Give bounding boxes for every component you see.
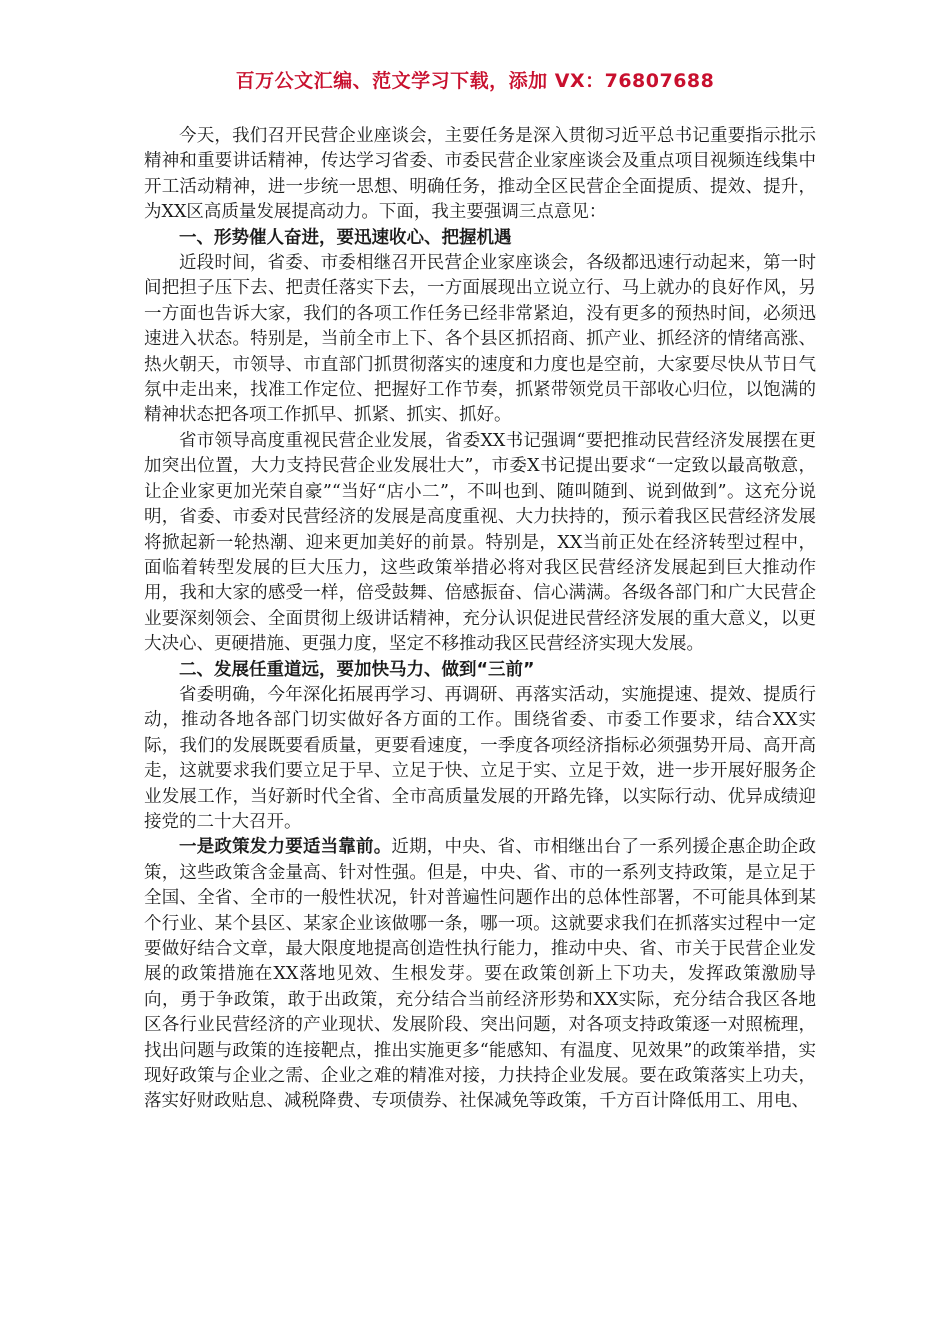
paragraph-4-text: 近期，中央、省、市相继出台了一系列援企惠企助企政策，这些政策含金量高、针对性强。但是，中央、省、市的一系列支持政策，是立足于全国、全省、全市的一般性状况，针对普遍性问题作出的总体性部署，不可能具体到某个行业、某个县区、某家企业该做哪一条，哪一项。这就要求我们在抓落实过程中一定要做好结合文章，最大限度地提高创造性执行能力，推动中央、省、市关于民营企业发展的政策措施在XX落地见效、生根发芽。要在政策创新上下功夫，发挥政策激励导向，勇于争政策，敢于出政策，充分结合当前经济形势和XX实际，充分结合我区各地区各行业民营经济的产业现状、发展阶段、突出问题，对各项支持政策逐一对照梳理，找出问题与政策的连接靶点，推出实施更多“能感知、有温度、见效果”的政策举措，实现好政策与企业之需、企业之难的精准对接，力扶持企业发展。要在政策落实上功夫，落实好财政贴息、减税降费、专项债券、社保减免等政策，千方百计降低用工、用电、	[144, 837, 817, 1112]
paragraph-1: 近段时间，省委、市委相继召开民营企业家座谈会，各级都迅速行动起来，第一时间把担子压下去、把责任落实下去，一方面展现出立说立行、马上就办的良好作风，另一方面也告诉大家，我们的各项工作任务已经非常紧迫，没有更多的预热时间，必须迅速进入状态。特别是，当前全市上下、各个县区抓招商、抓产业、抓经济的情绪高涨、热火朝天，市领导、市直部门抓贯彻落实的速度和力度也是空前，大家要尽快从节日气氛中走出来，找准工作定位、把握好工作节奏，抓紧带领党员干部收心归位，以饱满的精神状态把各项工作抓早、抓紧、抓实、抓好。	[144, 253, 816, 426]
paragraph-4	[144, 835, 816, 1114]
intro-paragraph: 今天，我们召开民营企业座谈会，主要任务是深入贯彻习近平总书记重要指示批示精神和重要讲话精神，传达学习省委、市委民营企业家座谈会及重点项目视频连线集中开工活动精神，进一步统一思想、明确任务，推动全区民营企全面提质、提效、提升，为XX区高质量发展提高动力。下面，我主要强调三点意见：	[144, 126, 816, 223]
paragraph-2: 省市领导高度重视民营企业发展，省委XX书记强调“要把推动民营经济发展摆在更加突出位置，大力支持民营企业发展壮大”，市委X书记提出要求“一定致以最高敬意，让企业家更加光荣自豪”“当好“店小二”，不叫也到、随叫随到、说到做到”。这充分说明，省委、市委对民营经济的发展是高度重视、大力扶持的，预示着我区民营经济发展将掀起新一轮热潮、迎来更加美好的前景。特别是，XX当前正处在经济转型过程中，面临着转型发展的巨大压力，这些政策举措必将对我区民营经济发展起到巨大推动作用，我和大家的感受一样，倍受鼓舞、倍感振奋、信心满满。各级各部门和广大民营企业要深刻领会、全面贯彻上级讲话精神，充分认识促进民营经济发展的重大意义，以更大决心、更硬措施、更强力度，坚定不移推动我区民营经济实现大发展。	[144, 430, 816, 655]
document-body	[144, 124, 816, 1115]
paragraph-4-lead: 一是政策发力要适当靠前。	[179, 837, 392, 858]
header-banner: 百万公文汇编、范文学习下载，添加 VX：76807688	[235, 70, 715, 92]
section-heading-1: 一、形势催人奋进，要迅速收心、把握机遇	[179, 227, 512, 248]
paragraph-3: 省委明确，今年深化拓展再学习、再调研、再落实活动，实施提速、提效、提质行动，推动各地各部门切实做好各方面的工作。围绕省委、市委工作要求，结合XX实际，我们的发展既要看质量，更要看速度，一季度各项经济指标必须强势开局、高开高走，这就要求我们要立足于早、立足于快、立足于实、立足于效，进一步开展好服务企业发展工作，当好新时代全省、全市高质量发展的开路先锋，以实际行动、优异成绩迎接党的二十大召开。	[144, 684, 816, 832]
section-heading-2: 二、发展任重道远，要加快马力、做到“三前”	[179, 659, 535, 680]
